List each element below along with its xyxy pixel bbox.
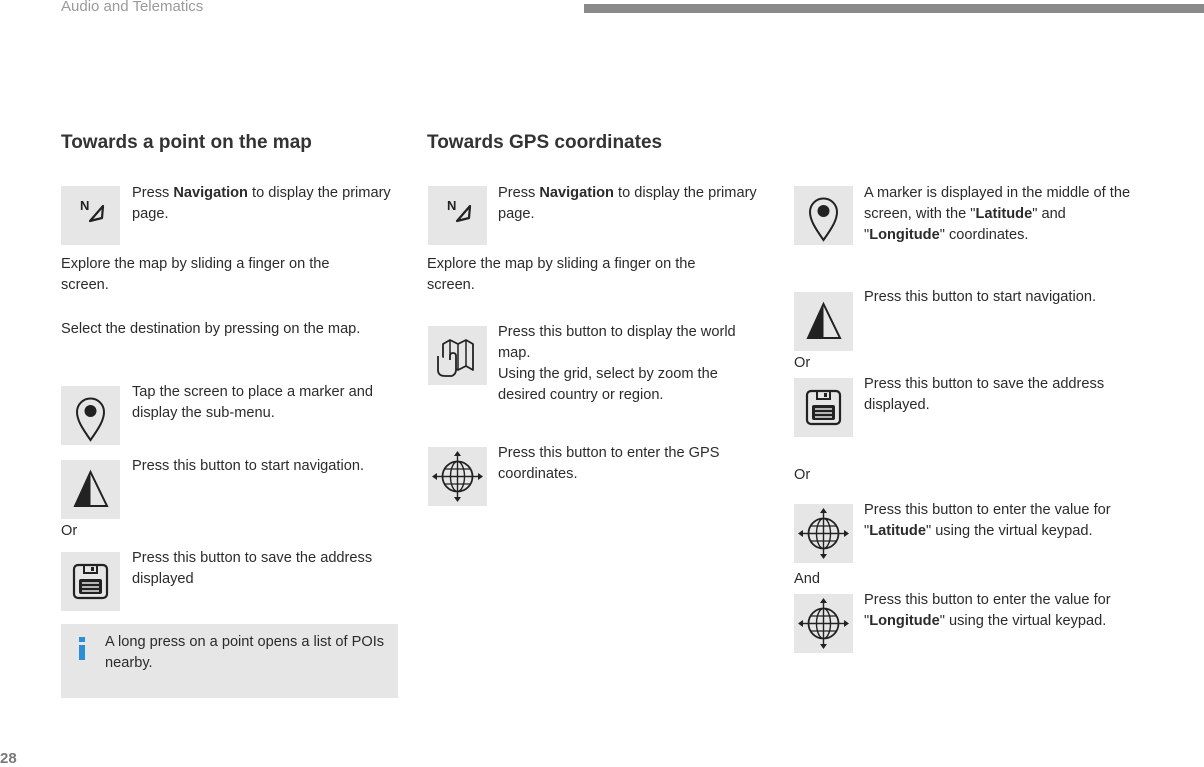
gps-globe-icon — [428, 447, 487, 506]
header-bar — [584, 4, 1204, 13]
start-navigation-icon — [61, 460, 120, 519]
tap-text: Tap the screen to place a marker and display the sub-menu. — [132, 384, 373, 421]
world-map-icon — [428, 326, 487, 385]
world-map-text: Press this button to display the world map. Using the grid, select by zoom the desired country or region. — [498, 324, 736, 403]
explore-text: Explore the map by sliding a finger on the screen. — [61, 256, 330, 293]
navigation-icon — [61, 186, 120, 245]
navigation-icon — [428, 186, 487, 245]
save-text: Press this button to save the address displayed — [132, 550, 373, 587]
nav-instruction: Press Navigation to display the primary page. — [498, 185, 757, 222]
or-label: Or — [61, 523, 78, 539]
select-text: Select the destination by pressing on the map. — [61, 321, 361, 337]
longitude-text: Press this button to enter the value for "Longitude" using the virtual keypad. — [864, 592, 1111, 629]
save-text: Press this button to save the address displayed. — [864, 376, 1105, 413]
start-text: Press this button to start navigation. — [864, 289, 1097, 305]
save-icon — [61, 552, 120, 611]
or-label: Or — [794, 467, 811, 483]
gps-text: Press this button to enter the GPS coordinates. — [498, 445, 720, 482]
and-label: And — [794, 571, 820, 587]
marker-pin-icon — [61, 386, 120, 445]
svg-text:N: N — [80, 198, 90, 213]
longitude-globe-icon — [794, 594, 853, 653]
marker-pin-icon — [794, 186, 853, 245]
explore-text: Explore the map by sliding a finger on the screen. — [427, 256, 696, 293]
start-text: Press this button to start navigation. — [132, 458, 365, 474]
save-icon — [794, 378, 853, 437]
heading-gps-coordinates: Towards GPS coordinates — [427, 132, 663, 153]
or-label: Or — [794, 355, 811, 371]
info-text: A long press on a point opens a list of POIs nearby. — [105, 634, 385, 671]
latitude-globe-icon — [794, 504, 853, 563]
page-number: 28 — [0, 750, 17, 767]
heading-point-on-map: Towards a point on the map — [61, 132, 312, 153]
marker-text: A marker is displayed in the middle of the screen, with the "Latitude" and "Longitude" coordinates. — [864, 185, 1131, 243]
section-title: Audio and Telematics — [61, 0, 204, 15]
svg-text:N: N — [447, 198, 457, 213]
info-icon — [78, 637, 86, 660]
latitude-text: Press this button to enter the value for "Latitude" using the virtual keypad. — [864, 502, 1111, 539]
nav-instruction: Press Navigation to display the primary page. — [132, 185, 391, 222]
start-navigation-icon — [794, 292, 853, 351]
